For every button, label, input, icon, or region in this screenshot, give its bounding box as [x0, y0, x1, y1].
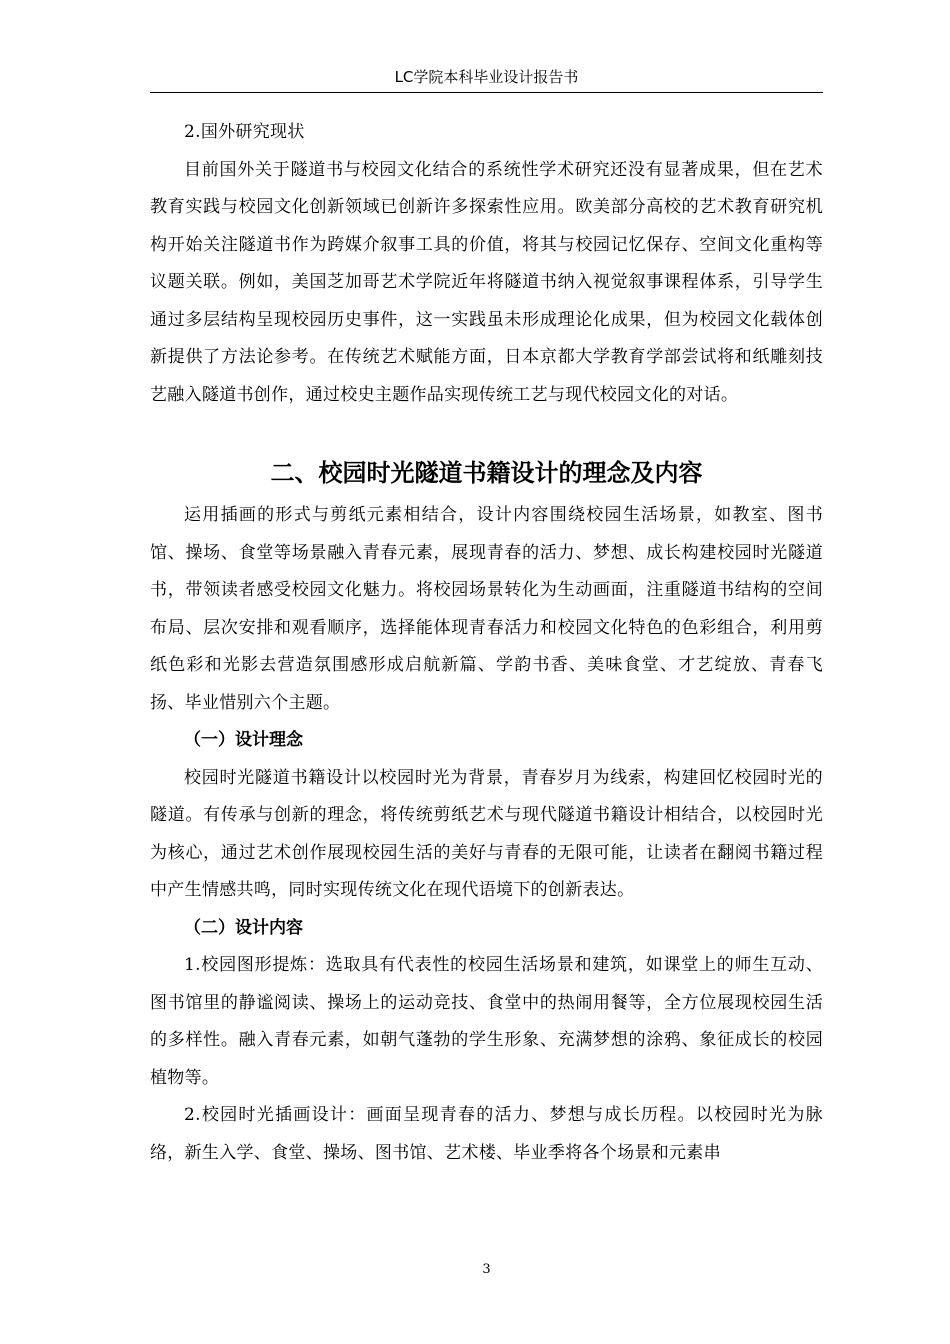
- page-body: [150, 114, 823, 1172]
- running-header: LC学院本科毕业设计报告书: [394, 68, 579, 86]
- header-divider: [150, 92, 823, 93]
- subsection-heading-content: （二）设计内容: [184, 917, 303, 938]
- page-number: 3: [482, 1262, 491, 1277]
- paragraph-content-item-2: 2.校园时光插画设计：画面呈现青春的活力、梦想与成长历程。以校园时光为脉络，新生入学、食堂、操场、图书馆、艺术楼、毕业季将各个场景和元素串: [150, 1105, 823, 1163]
- subsection-heading-concept: （一）设计理念: [184, 730, 303, 750]
- paragraph-design-concept: 校园时光隧道书籍设计以校园时光为背景，青春岁月为线索，构建回忆校园时光的隧道。有传承与创新的理念，将传统剪纸艺术与现代隧道书籍设计相结合，以校园时光为核心，通过艺术创作展现校园生活的美好与青春的无限可能，让读者在翻阅书籍过程中产生情感共鸣，同时实现传统文化在现代语境下的创新表达。: [150, 767, 823, 900]
- spacer: [150, 414, 823, 451]
- paragraph-chapter-intro: 运用插画的形式与剪纸元素相结合，设计内容围绕校园生活场景，如教室、图书馆、操场、食堂等场景融入青春元素，展现青春的活力、梦想、成长构建校园时光隧道书，带领读者感受校园文化魅力。将校园场景转化为生动画面，注重隧道书结构的空间布局、层次安排和观看顺序，选择能体现青春活力和校园文化特色的色彩组合，利用剪纸色彩和光影去营造氛围感形成启航新篇、学韵书香、美味食堂、才艺绽放、青春飞扬、毕业惜别六个主题。: [150, 505, 823, 713]
- chapter-title: 二、校园时光隧道书籍设计的理念及内容: [270, 459, 703, 487]
- paragraph-foreign-research: 目前国外关于隧道书与校园文化结合的系统性学术研究还没有显著成果，但在艺术教育实践与校园文化创新领域已创新许多探索性应用。欧美部分高校的艺术教育研究机构开始关注隧道书作为跨媒介叙事工具的价值，将其与校园记忆保存、空间文化重构等议题关联。例如，美国芝加哥艺术学院近年将隧道书纳入视觉叙事课程体系，引导学生通过多层结构呈现校园历史事件，这一实践虽未形成理论化成果，但为校园文化载体创新提供了方法论参考。在传统艺术赋能方面，日本京都大学教育学部尝试将和纸雕刻技艺融入隧道书创作，通过校史主题作品实现传统工艺与现代校园文化的对话。: [150, 159, 823, 405]
- section-heading-foreign-research: 2.国外研究现状: [184, 122, 305, 142]
- paragraph-content-item-1: 1.校园图形提炼：选取具有代表性的校园生活场景和建筑，如课堂上的师生互动、图书馆里的静谧阅读、操场上的运动竞技、食堂中的热闹用餐等，全方位展现校园生活的多样性。融入青春元素，如朝气蓬勃的学生形象、充满梦想的涂鸦、象征成长的校园植物等。: [150, 955, 823, 1088]
